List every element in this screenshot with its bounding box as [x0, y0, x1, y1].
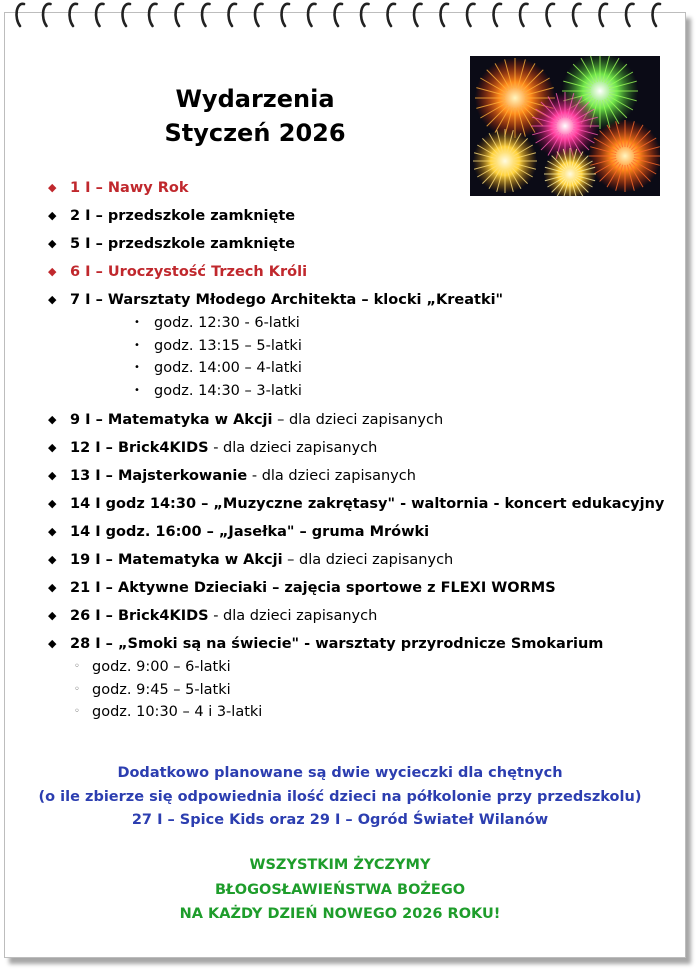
event-title: „Muzyczne zakrętasy" - waltornia - koncert edukacyjny: [213, 496, 665, 512]
event-note: - dla dzieci zapisanych: [247, 468, 416, 484]
event-item: [48, 288, 688, 402]
event-item: [48, 436, 688, 460]
event-date: 14 I godz. 16:00: [70, 524, 202, 540]
event-date: 7 I: [70, 292, 91, 308]
event-separator: –: [90, 412, 108, 428]
event-title: Brick4KIDS: [117, 608, 209, 624]
spiral-ring-icon: [467, 4, 474, 26]
event-title: Aktywne Dzieciaki – zajęcia sportowe z FLEXI WORMS: [117, 580, 556, 596]
event-line: [70, 292, 503, 308]
spiral-ring-icon: [123, 4, 130, 26]
event-separator: –: [100, 440, 118, 456]
title-line-1: Wydarzenia: [175, 85, 335, 113]
event-item: [48, 464, 688, 488]
event-title: Brick4KIDS: [117, 440, 209, 456]
event-item: [48, 576, 688, 600]
time-slot: ◦ godz. 9:45 – 5-latki: [48, 679, 688, 702]
event-title: „Jasełka" – gruma Mrówki: [218, 524, 430, 540]
wishes-line-1: WSZYSTKIM ŻYCZYMY: [249, 857, 431, 873]
event-note: – dla dzieci zapisanych: [272, 412, 444, 428]
event-date: 12 I: [70, 440, 101, 456]
event-separator: –: [100, 552, 118, 568]
spiral-ring-icon: [573, 4, 580, 26]
event-line: [70, 608, 377, 624]
event-line: [70, 552, 453, 568]
event-separator: –: [100, 580, 118, 596]
event-line: [70, 468, 416, 484]
event-item: [48, 260, 688, 284]
event-line: [70, 440, 377, 456]
time-slot: • godz. 14:00 – 4-latki: [70, 357, 688, 380]
trips-info: [20, 762, 660, 833]
wishes: [20, 853, 660, 927]
event-title: „Smoki są na świecie" - warsztaty przyrodnicze Smokarium: [117, 636, 604, 652]
spiral-ring-icon: [149, 4, 156, 26]
spiral-ring-icon: [282, 4, 289, 26]
event-line: [70, 524, 429, 540]
event-note: – dla dzieci zapisanych: [282, 552, 454, 568]
event-line: [70, 412, 443, 428]
spiral-ring-icon: [626, 4, 633, 26]
title-line-2: Styczeń 2026: [164, 119, 346, 147]
trips-line-2: (o ile zbierze się odpowiednia ilość dzieci na półkolonie przy przedszkolu): [38, 788, 642, 805]
event-title: Matematyka w Akcji: [117, 552, 283, 568]
event-separator: –: [100, 468, 118, 484]
spiral-ring-icon: [43, 4, 50, 26]
event-item: [48, 204, 688, 228]
event-date: 26 I: [70, 608, 101, 624]
time-slot: • godz. 13:15 – 5-latki: [70, 335, 688, 358]
spiral-ring-icon: [441, 4, 448, 26]
spiral-ring-icon: [335, 4, 342, 26]
event-date: 21 I: [70, 580, 101, 596]
event-date: 14 I godz 14:30: [70, 496, 197, 512]
event-item: [48, 232, 688, 256]
wishes-line-2: BŁOGOSŁAWIEŃSTWA BOŻEGO: [214, 881, 466, 898]
event-date: 19 I: [70, 552, 101, 568]
event-note: - dla dzieci zapisanych: [208, 608, 378, 624]
spiral-ring-icon: [494, 4, 501, 26]
event-separator: –: [90, 236, 108, 252]
spiral-ring-icon: [388, 4, 395, 26]
event-separator: –: [90, 264, 108, 280]
event-line: [70, 264, 307, 280]
event-line: [70, 580, 556, 596]
event-separator: –: [100, 636, 118, 652]
event-item: [48, 176, 688, 200]
time-slot: ◦ godz. 9:00 – 6-latki: [48, 656, 688, 679]
event-date: 2 I: [70, 208, 91, 224]
event-line: [70, 496, 664, 512]
event-date: 13 I: [70, 468, 101, 484]
event-separator: –: [90, 180, 108, 196]
page-title: [100, 82, 410, 150]
event-item: [48, 408, 688, 432]
fireworks-image: [470, 56, 660, 196]
spiral-ring-icon: [653, 4, 660, 26]
spiral-ring-icon: [70, 4, 77, 26]
event-title: przedszkole zamknięte: [107, 208, 296, 224]
event-title: Matematyka w Akcji: [107, 412, 273, 428]
event-title: Majsterkowanie: [117, 468, 248, 484]
event-item: [48, 548, 688, 572]
spiral-ring-icon: [176, 4, 183, 26]
spiral-ring-icon: [414, 4, 421, 26]
spiral-ring-icon: [600, 4, 607, 26]
wishes-line-3: NA KAŻDY DZIEŃ NOWEGO 2026 ROKU!: [179, 906, 501, 922]
event-date: 5 I: [70, 236, 91, 252]
event-title: przedszkole zamknięte: [107, 236, 296, 252]
event-line: [70, 236, 295, 252]
event-date: 1 I: [70, 180, 91, 196]
spiral-ring-icon: [255, 4, 262, 26]
event-date: 6 I: [70, 264, 91, 280]
time-slots: [70, 656, 688, 724]
spiral-binding: [0, 0, 696, 32]
spiral-ring-icon: [520, 4, 527, 26]
event-item: [48, 492, 688, 516]
event-line: [70, 180, 189, 196]
spiral-ring-icon: [96, 4, 103, 26]
event-line: [70, 636, 603, 652]
event-date: 9 I: [70, 412, 91, 428]
time-slot: ◦ godz. 10:30 – 4 i 3-latki: [48, 701, 688, 724]
event-item: [48, 520, 688, 544]
time-slot: • godz. 14:30 – 3-latki: [70, 380, 688, 403]
spiral-ring-icon: [202, 4, 209, 26]
spiral-ring-icon: [361, 4, 368, 26]
event-date: 28 I: [70, 636, 101, 652]
spiral-ring-icon: [308, 4, 315, 26]
event-item: [48, 632, 688, 724]
time-slots: [70, 312, 688, 402]
event-note: - dla dzieci zapisanych: [208, 440, 378, 456]
spiral-ring-icon: [17, 4, 24, 26]
event-separator: –: [90, 292, 108, 308]
event-separator: –: [196, 496, 214, 512]
event-title: Warsztaty Młodego Architekta – klocki „Kreatki": [107, 292, 504, 308]
spiral-ring-icon: [547, 4, 554, 26]
trips-line-3: 27 I – Spice Kids oraz 29 I – Ogród Świateł Wilanów: [131, 812, 549, 828]
event-title: Uroczystość Trzech Króli: [107, 264, 308, 280]
events-list: [48, 176, 688, 730]
event-separator: –: [100, 608, 118, 624]
trips-line-1: Dodatkowo planowane są dwie wycieczki dla chętnych: [117, 765, 563, 781]
event-separator: –: [201, 524, 219, 540]
spiral-ring-icon: [229, 4, 236, 26]
event-title: Nawy Rok: [107, 180, 189, 196]
event-line: [70, 208, 295, 224]
time-slot: • godz. 12:30 - 6-latki: [70, 312, 688, 335]
event-item: [48, 604, 688, 628]
event-separator: –: [90, 208, 108, 224]
